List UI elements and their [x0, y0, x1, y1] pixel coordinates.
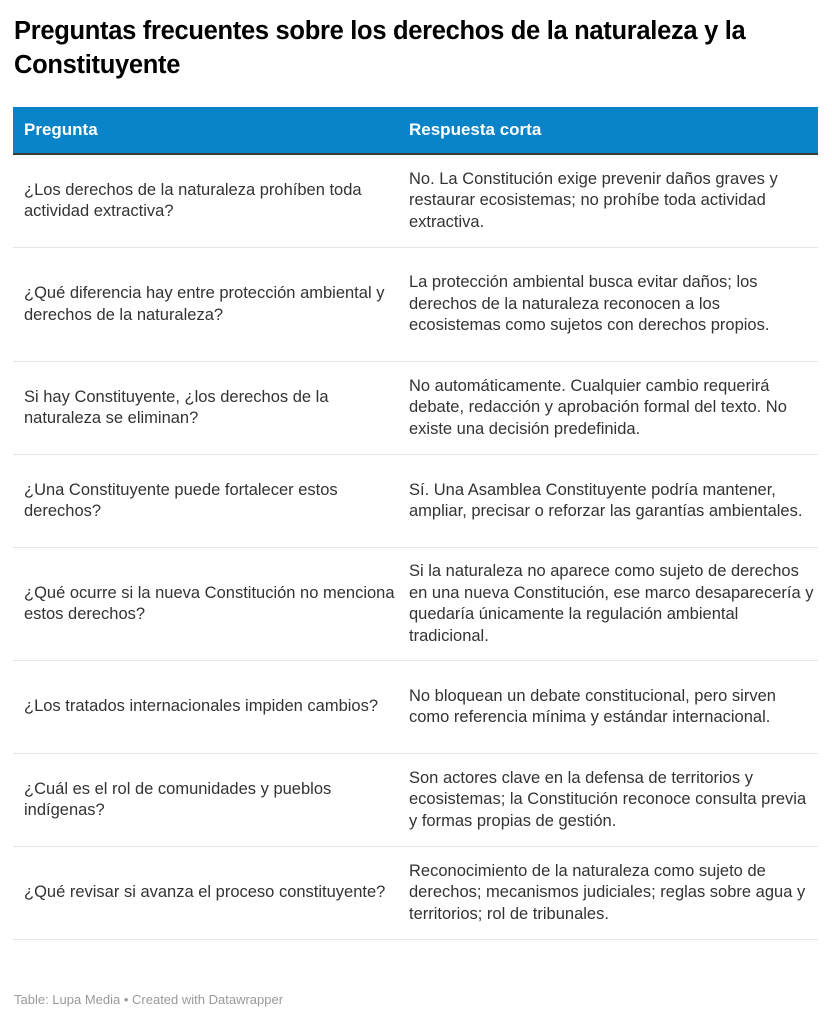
question-cell: ¿Cuál es el rol de comunidades y pueblos indígenas?	[24, 779, 332, 819]
question-cell: ¿Qué diferencia hay entre protección ambiental y derechos de la naturaleza?	[24, 284, 385, 324]
table-row	[13, 455, 818, 548]
column-header-respuesta[interactable]: Respuesta corta	[409, 120, 542, 139]
question-cell: ¿Qué revisar si avanza el proceso constituyente?	[24, 883, 386, 902]
faq-table	[13, 107, 818, 940]
table-row	[13, 847, 818, 940]
answer-cell: Reconocimiento de la naturaleza como sujeto de derechos; mecanismos judiciales; reglas sobre agua y territorios; rol de tribunales.	[409, 861, 806, 923]
table-row	[13, 754, 818, 847]
question-cell: ¿Qué ocurre si la nueva Constitución no menciona estos derechos?	[24, 583, 395, 623]
answer-cell: No automáticamente. Cualquier cambio requerirá debate, redacción y aprobación formal del texto. No existe una decisión predefinida.	[409, 376, 787, 438]
answer-cell: Son actores clave en la defensa de territorios y ecosistemas; la Constitución reconoce consulta previa y formas propias de gestión.	[409, 768, 807, 830]
table-row	[13, 248, 818, 362]
question-cell: ¿Los derechos de la naturaleza prohíben toda actividad extractiva?	[24, 180, 362, 220]
source-footer: Table: Lupa Media • Created with Datawrapper	[14, 992, 284, 1007]
column-header-pregunta[interactable]: Pregunta	[24, 120, 98, 139]
answer-cell: La protección ambiental busca evitar daños; los derechos de la naturaleza reconocen a los ecosistemas como sujetos con derechos propios.	[409, 273, 770, 335]
table-row	[13, 362, 818, 455]
table-header	[13, 107, 818, 155]
table-row	[13, 155, 818, 248]
question-cell: ¿Los tratados internacionales impiden cambios?	[24, 697, 379, 716]
page-title: Preguntas frecuentes sobre los derechos de la naturaleza y la Constituyente	[14, 17, 746, 79]
table-row	[13, 661, 818, 754]
question-cell: Si hay Constituyente, ¿los derechos de la naturaleza se eliminan?	[24, 387, 329, 427]
answer-cell: Si la naturaleza no aparece como sujeto de derechos en una nueva Constitución, ese marco desaparecería y quedaría únicamente la regulación ambiental tradicional.	[409, 562, 814, 645]
answer-cell: Sí. Una Asamblea Constituyente podría mantener, ampliar, precisar o reforzar las garantías ambientales.	[409, 480, 803, 520]
answer-cell: No. La Constitución exige prevenir daños graves y restaurar ecosistemas; no prohíbe toda actividad extractiva.	[409, 169, 778, 231]
table-row	[13, 548, 818, 661]
answer-cell: No bloquean un debate constitucional, pero sirven como referencia mínima y estándar internacional.	[409, 686, 776, 726]
question-cell: ¿Una Constituyente puede fortalecer estos derechos?	[24, 480, 338, 520]
